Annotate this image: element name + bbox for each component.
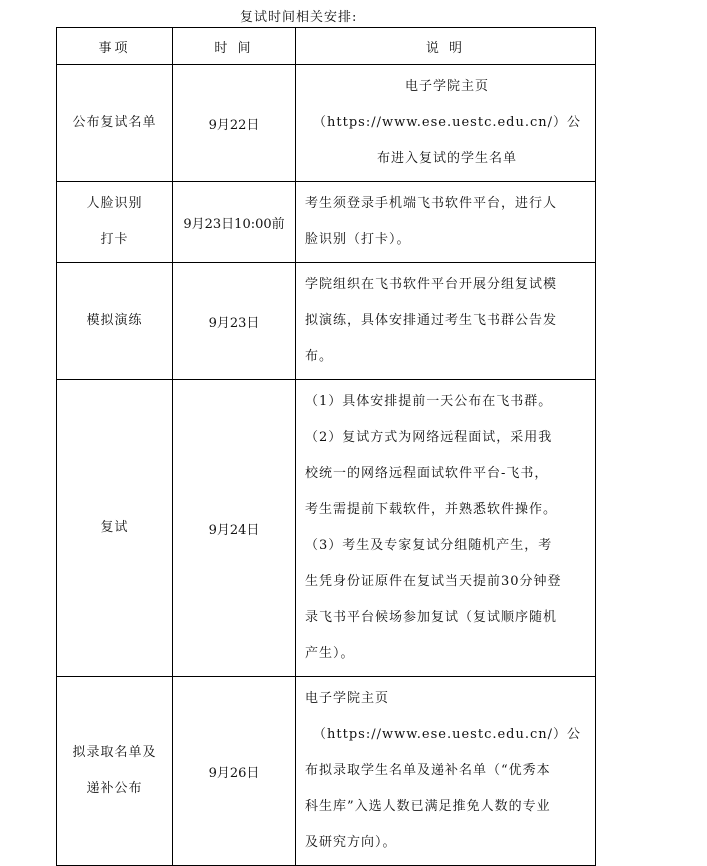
row-time: 9月23日: [173, 263, 296, 380]
row-time: 9月24日: [173, 380, 296, 677]
row-description: [296, 380, 596, 677]
table-row: [57, 65, 596, 182]
header-item: 事项: [57, 28, 173, 65]
row-item-line: 模拟演练: [86, 313, 143, 328]
row-time: 9月26日: [173, 677, 296, 866]
row-description-line: （https://www.ese.uestc.edu.cn/）公: [313, 727, 582, 742]
row-description-line: 脸识别（打卡）。: [305, 232, 411, 247]
row-description-line: 布拟录取学生名单及递补名单（“优秀本: [305, 763, 551, 778]
table-header-row: [57, 28, 596, 65]
row-description-line: 及研究方向）。: [305, 835, 397, 850]
row-description-line: 考生须登录手机端飞书软件平台，进行人: [305, 196, 558, 211]
row-item-line: 公布复试名单: [72, 115, 157, 130]
row-time: 9月23日10:00前: [173, 182, 296, 263]
row-description: [296, 65, 596, 182]
table-row: [57, 263, 596, 380]
table-row: [57, 677, 596, 866]
header-time: 时 间: [173, 28, 296, 65]
row-description-line: （3）考生及专家复试分组随机产生，考: [305, 538, 553, 553]
header-description: 说 明: [296, 28, 596, 65]
row-item: [57, 65, 173, 182]
row-description-line: 录飞书平台候场参加复试（复试顺序随机: [305, 610, 558, 625]
row-description-line: 生凭身份证原件在复试当天提前30分钟登: [305, 574, 562, 589]
row-description-line: 校统一的网络远程面试软件平台-飞书，: [305, 466, 549, 481]
row-description: [296, 182, 596, 263]
row-item: [57, 380, 173, 677]
schedule-caption: 复试时间相关安排:: [240, 10, 358, 25]
row-item-line: 递补公布: [86, 781, 143, 796]
row-description-line: 布。: [305, 349, 334, 364]
row-description-line: 布进入复试的学生名单: [376, 151, 517, 166]
schedule-table: [56, 27, 596, 866]
row-time: 9月22日: [173, 65, 296, 182]
row-description-line: 电子学院主页: [305, 691, 390, 706]
row-description-line: （https://www.ese.uestc.edu.cn/）公: [313, 115, 582, 130]
row-description: [296, 263, 596, 380]
row-description: [296, 677, 596, 866]
row-item: [57, 263, 173, 380]
row-description-line: （1）具体安排提前一天公布在飞书群。: [305, 394, 553, 409]
row-item: [57, 677, 173, 866]
row-description-line: 产生）。: [305, 646, 355, 661]
row-item-line: 复试: [100, 520, 129, 535]
row-description-line: 考生需提前下载软件，并熟悉软件操作。: [305, 502, 558, 517]
row-item: [57, 182, 173, 263]
row-item-line: 打卡: [100, 232, 129, 247]
row-description-line: 学院组织在飞书软件平台开展分组复试模: [305, 277, 558, 292]
row-description-line: 科生库”入选人数已满足推免人数的专业: [305, 799, 551, 814]
row-description-line: 电子学院主页: [404, 79, 489, 94]
row-item-line: 拟录取名单及: [72, 745, 157, 760]
table-row: [57, 182, 596, 263]
row-description-line: （2）复试方式为网络远程面试，采用我: [305, 430, 553, 445]
row-description-line: 拟演练，具体安排通过考生飞书群公告发: [305, 313, 558, 328]
table-row: [57, 380, 596, 677]
row-item-line: 人脸识别: [86, 196, 143, 211]
